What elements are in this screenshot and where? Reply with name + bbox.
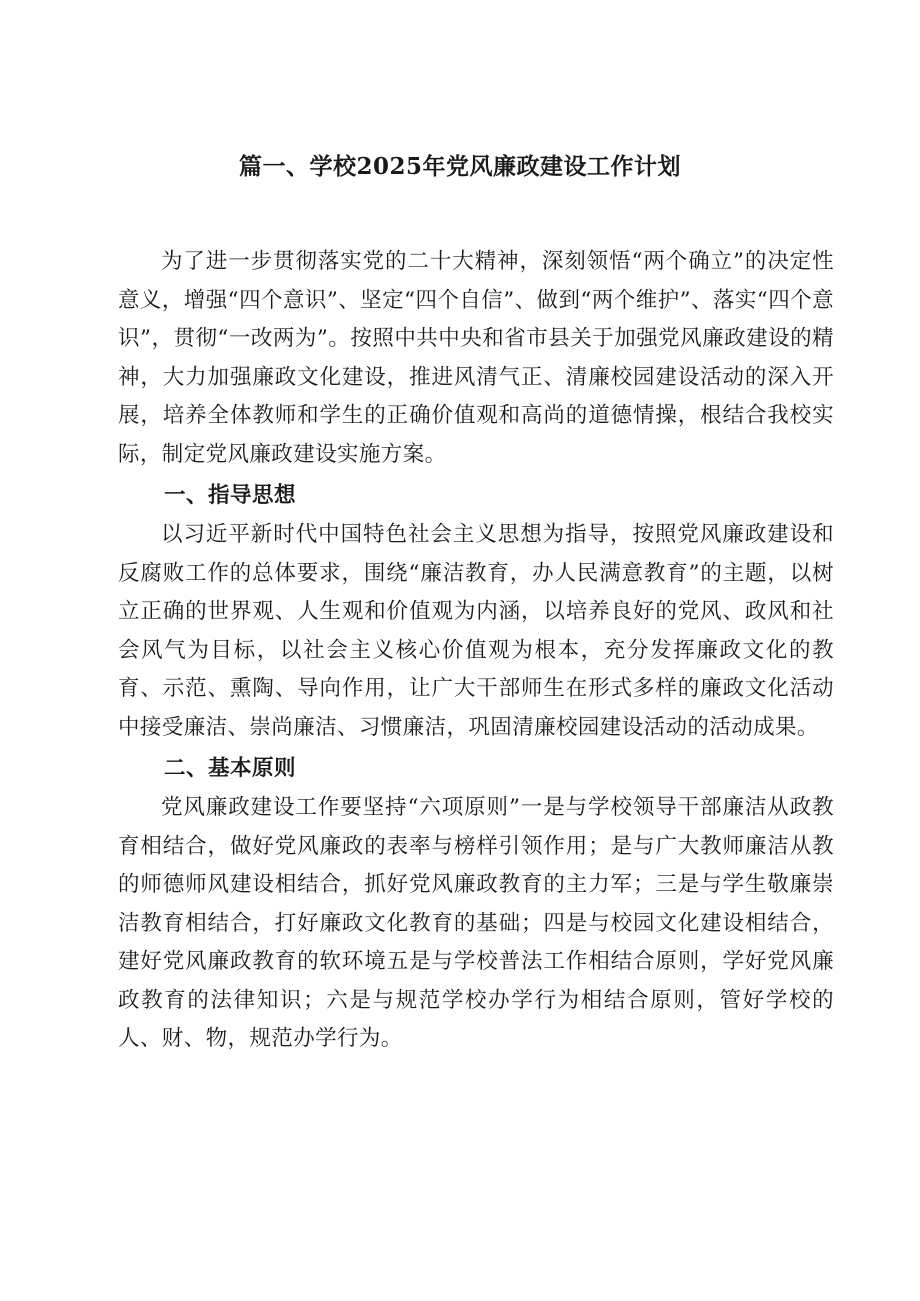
document-body <box>118 243 834 1059</box>
section-heading-guiding-ideology: 一、指导思想 <box>164 483 297 508</box>
intro-paragraph: 为了进一步贯彻落实党的二十大精神，深刻领悟“两个确立”的决定性意义，增强“四个意识”、坚定“四个自信”、做到“两个维护”、落实“四个意识”，贯彻“一改两为”。按照中共中央和省市县关于加强党风廉政建设的精神，大力加强廉政文化建设，推进风清气正、清廉校园建设活动的深入开展，培养全体教师和学生的正确价值观和高尚的道德情操，根结合我校实际，制定党风廉政建设实施方案。 <box>118 249 834 467</box>
section-heading-basic-principles: 二、基本原则 <box>164 756 297 781</box>
document-title: 篇一、学校2025年党风廉政建设工作计划 <box>238 153 681 180</box>
section-body-basic-principles: 党风廉政建设工作要坚持“六项原则”一是与学校领导干部廉洁从政教育相结合，做好党风廉政的表率与榜样引领作用；是与广大教师廉洁从教的师德师风建设相结合，抓好党风廉政教育的主力军；三是与学生敬廉崇洁教育相结合，打好廉政文化教育的基础；四是与校园文化建设相结合，建好党风廉政教育的软环境五是与学校普法工作相结合原则，学好党风廉政教育的法律知识；六是与规范学校办学行为相结合原则，管好学校的人、财、物，规范办学行为。 <box>118 795 834 1051</box>
section-body-guiding-ideology: 以习近平新时代中国特色社会主义思想为指导，按照党风廉政建设和反腐败工作的总体要求，围绕“廉洁教育，办人民满意教育”的主题，以树立正确的世界观、人生观和价值观为内涵，以培养良好的党风、政风和社会风气为目标，以社会主义核心价值观为根本，充分发挥廉政文化的教育、示范、熏陶、导向作用，让广大干部师生在形式多样的廉政文化活动中接受廉洁、崇尚廉洁、习惯廉洁，巩固清廉校园建设活动的活动成果。 <box>118 522 834 740</box>
